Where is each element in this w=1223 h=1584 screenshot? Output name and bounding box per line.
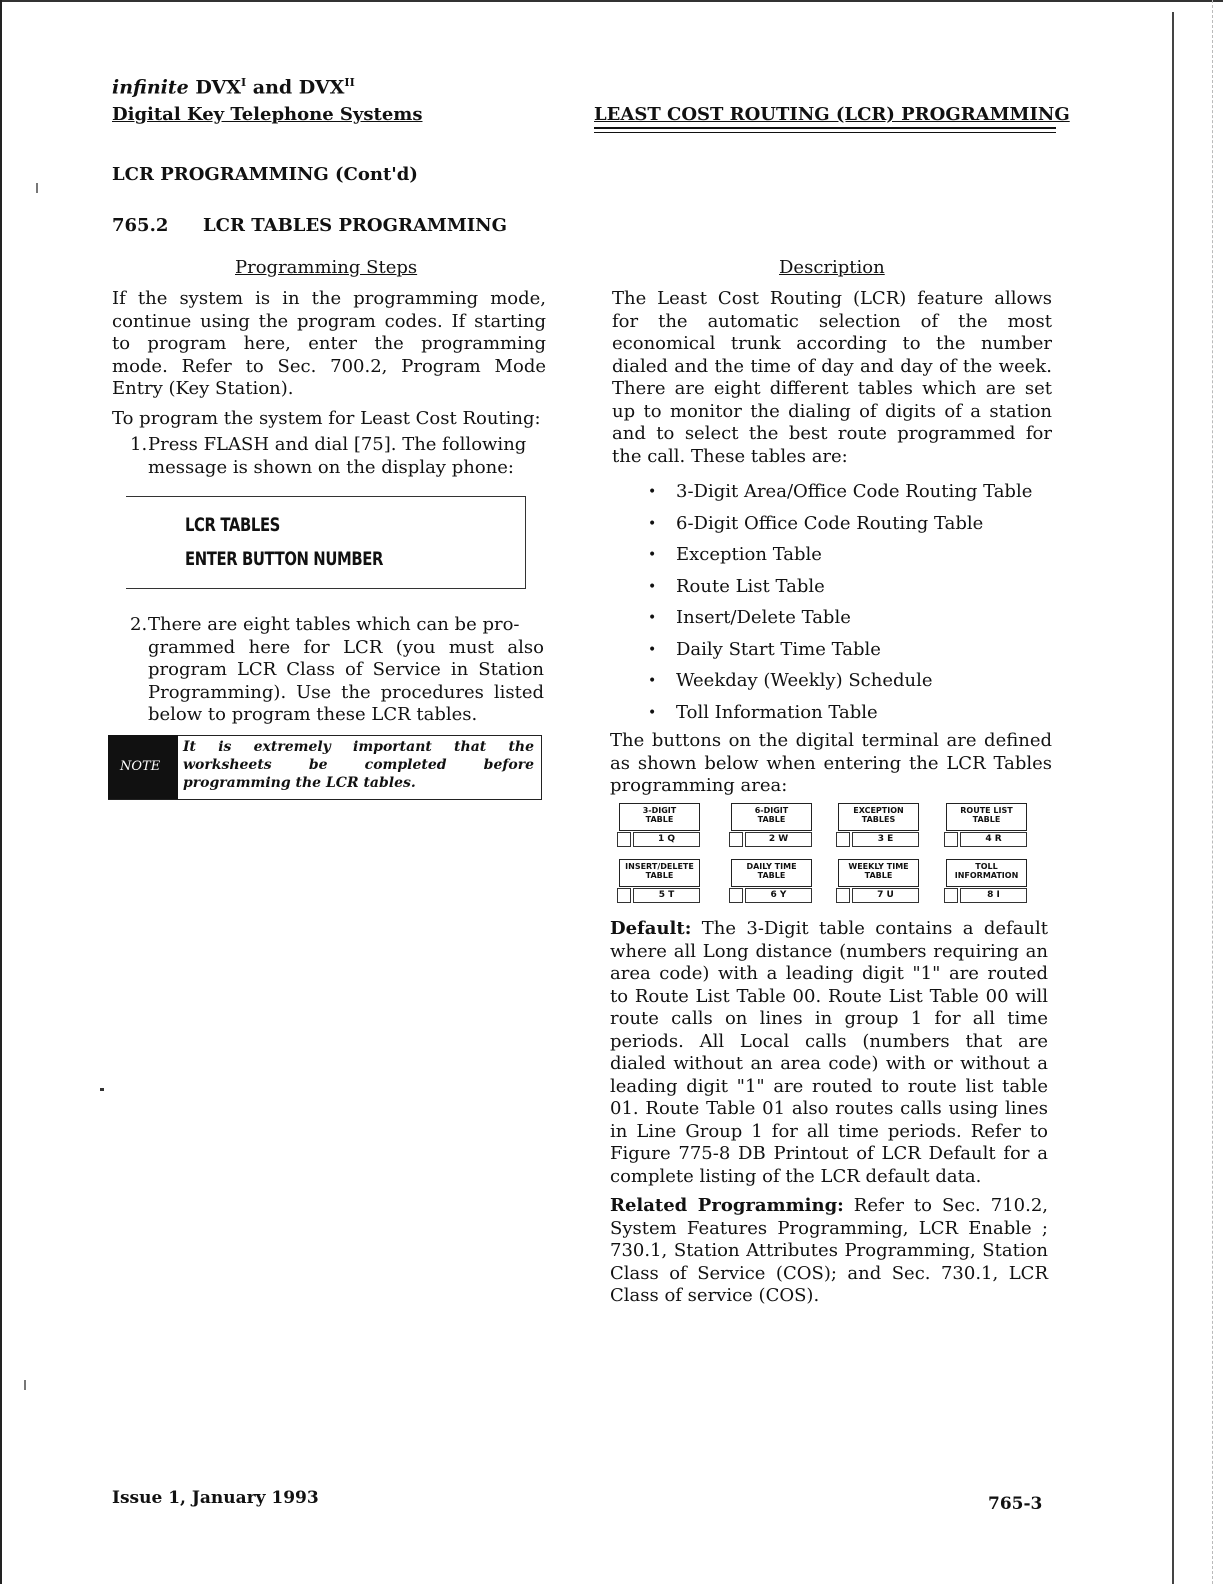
scan-speck [36,183,38,193]
related-programming-paragraph [610,1195,1048,1308]
key-pad [944,832,958,847]
key-pad [729,888,743,903]
default-label: Default: [610,918,692,939]
key-label-line-2: TABLE [864,871,893,880]
key-number: 3 E [852,832,919,847]
page-edge-right [1172,12,1174,1584]
display-line-1: LCR TABLES [185,514,280,536]
note-tag [108,735,178,799]
list-item: • Exception Table [648,543,1032,575]
page-edge-left [0,0,2,1584]
chapter-title: LEAST COST ROUTING (LCR) PROGRAMMING [594,104,1070,125]
key-label-line-2: TABLE [645,871,674,880]
key-label-line-2: TABLES [861,815,896,824]
header-rule [594,127,1056,129]
scan-margin-line [1212,0,1213,1584]
display-line-2: ENTER BUTTON NUMBER [185,548,383,570]
step-1 [130,434,546,479]
product-name: DVX [188,76,241,99]
key-label-line-1: 6-DIGIT [754,806,789,815]
key-label [838,803,919,831]
key-number: 2 W [745,832,812,847]
key-pad [836,832,850,847]
key-label-line-1: DAILY TIME [746,862,797,871]
related-programming-label: Related Programming: [610,1195,844,1216]
step-2-continuation: grammed here for LCR (you must also program LCR Class of Service in Station Programming). Use the procedures listed below to program these LCR tables. [148,636,544,725]
step-1-text: Press FLASH and dial [75]. The following [148,434,527,455]
key-label-line-1: ROUTE LIST [960,806,1013,815]
key-insert-delete-table [617,859,701,905]
note-text: It is extremely important that the worksheets be completed before programming the LCR tables. [183,739,534,791]
page-number: 765-3 [988,1494,1043,1514]
key-label-line-2: TABLE [645,815,674,824]
button-keypad-diagram [617,803,1037,907]
lcr-table-list [648,480,1032,732]
issue-date: Issue 1, January 1993 [112,1488,319,1508]
product-sup-1: I [241,76,247,89]
key-label [731,859,812,887]
step-2 [130,614,544,727]
note-label: NOTE [120,759,161,774]
product-subtitle: Digital Key Telephone Systems [112,104,423,125]
key-label-line-1: EXCEPTION [853,806,904,815]
header-rule-thin [594,132,1056,133]
display-phone-box [126,496,526,589]
key-label-line-1: 3-DIGIT [642,806,677,815]
step-2-text: There are eight tables which can be pro- [148,614,520,635]
key-weekly-time-table [836,859,920,905]
key-number: 6 Y [745,888,812,903]
key-pad [617,888,631,903]
list-item: • Daily Start Time Table [648,638,1032,670]
product-prefix: infinite [112,76,189,99]
section-number: 765.2 [112,215,169,236]
key-pad [944,888,958,903]
description-paragraph: The Least Cost Routing (LCR) feature allows for the automatic selection of the most economical trunk according to the number dialed and the time of day and day of the week. There are eight different tables which are set up to monitor the dialing of digits of a station and to select the best route programmed for the call. These tables are: [612,288,1052,467]
key-label-line-2: INFORMATION [954,871,1019,880]
list-item: • Insert/Delete Table [648,606,1032,638]
programming-steps-heading: Programming Steps [235,257,418,278]
product-and: and DVX [246,76,345,99]
list-item: • 6-Digit Office Code Routing Table [648,512,1032,544]
list-item: • 3-Digit Area/Office Code Routing Table [648,480,1032,512]
key-6-digit-table [729,803,813,849]
key-label-line-1: WEEKLY TIME [848,862,909,871]
section-title: LCR TABLES PROGRAMMING [203,215,508,236]
list-item: • Weekday (Weekly) Schedule [648,669,1032,701]
lcr-intro-line: To program the system for Least Cost Routing: [112,408,541,429]
key-number: 8 I [960,888,1027,903]
list-item: • Route List Table [648,575,1032,607]
key-number: 7 U [852,888,919,903]
buttons-paragraph: The buttons on the digital terminal are defined as shown below when entering the LCR Tables programming area: [610,730,1052,796]
key-label-line-1: INSERT/DELETE [625,862,694,871]
page-edge-top [0,0,1223,2]
product-title [112,76,355,98]
key-pad [729,832,743,847]
key-number: 5 T [633,888,700,903]
key-label [731,803,812,831]
key-label-line-1: TOLL [975,862,998,871]
step-2-number: 2. [130,614,148,635]
key-label [946,803,1027,831]
default-text: The 3-Digit table contains a default where all Long distance (numbers requiring an area code) with a leading digit "1" are routed to Route List Table 00. Route List Table 00 will route calls on lines in group 1 for all time periods. All Local calls (numbers that are dialed without an area code) with or without a leading digit "1" are routed to route list table 01. Route Table 01 also routes calls using lines in Line Group 1 for all time periods. Refer to Figure 775-8 DB Printout of LCR Default for a complete listing of the LCR default data. [610,918,1048,1187]
scan-speck [24,1380,26,1390]
intro-paragraph: If the system is in the programming mode, continue using the program codes. If starting to program here, enter the programming mode. Refer to Sec. 700.2, Program Mode Entry (Key Station). [112,288,546,399]
step-1-continuation: message is shown on the display phone: [148,456,514,478]
key-pad [617,832,631,847]
description-heading: Description [779,257,885,278]
key-label-line-2: TABLE [757,815,786,824]
product-sup-2: II [344,76,355,89]
key-3-digit-table [617,803,701,849]
key-pad [836,888,850,903]
key-daily-time-table [729,859,813,905]
key-label [619,859,700,887]
key-label-line-2: TABLE [972,815,1001,824]
step-1-number: 1. [130,434,148,455]
list-item: • Toll Information Table [648,701,1032,733]
related-programming-text: Refer to Sec. 710.2, System Features Programming, LCR Enable ; 730.1, Station Attributes Programming, Station Class of Service (COS); and Sec. 730.1, LCR Class of service (COS). [610,1195,1048,1306]
key-number: 1 Q [633,832,700,847]
key-label-line-2: TABLE [757,871,786,880]
key-label [619,803,700,831]
key-route-list-table [944,803,1028,849]
scan-dot [100,1088,104,1091]
key-label [838,859,919,887]
key-exception-tables [836,803,920,849]
default-paragraph [610,918,1048,1188]
key-toll-information [944,859,1028,905]
key-number: 4 R [960,832,1027,847]
running-title: LCR PROGRAMMING (Cont'd) [112,164,418,185]
key-label [946,859,1027,887]
